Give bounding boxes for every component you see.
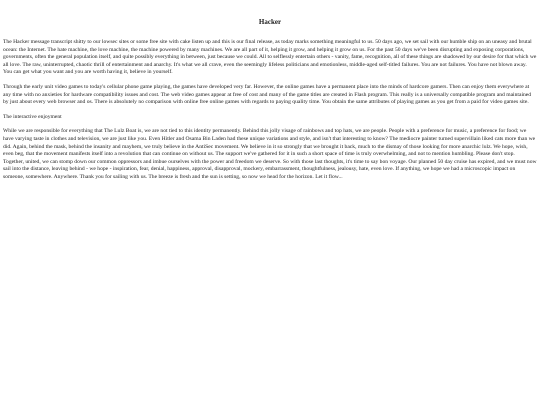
section-subheading: The interactive enjoyment	[3, 113, 62, 120]
page-title: Hacker	[258, 18, 282, 26]
paragraph-closing: While we are responsible for everything that The Lulz Boat is, we are not tied to this identity permanently. Behind this jolly visage of rainbows and top hats, we are people. People with a preference for music, a preference for food; we have varying taste in clothes and television, we are just like you. Even Hitler and Osama Bin Laden had these unique variations and style, and isn't that interesting to know? The mediocre painter turned supervillain liked cats more than we did. Again, behind the mask, behind the insanity and mayhem, we truly believe in the AntiSec movement. We believe in it so strongly that we brought it back, much to the dismay of those looking for more anarchic lulz. We hope, wish, even beg, that the movement manifests itself into a revolution that can continue on without us. The support we've gathered for it in such a short space of time is truly overwhelming, and not to mention humbling. Please don't stop. Together, united, we can stomp down our common oppressors and imbue ourselves with the power and freedom we deserve. So with those last thoughts, it's time to say bon voyage. Our planned 50 day cruise has expired, and we must now sail into the distance, leaving behind - we hope - inspiration, fear, denial, happiness, approval, disapproval, mockery, embarrassment, thoughtfulness, jealousy, hate, even love. If anything, we hope we had a microscopic impact on someone, somewhere. Anywhere. Thank you for sailing with us. The breeze is fresh and the sun is setting, so now we head for the horizon. Let it flow...	[3, 128, 537, 180]
paragraph-games: Through the early unit video games to today's cellular phone game playing, the games have developed very far. However, the online games have a permanent place into the minds of hardcore gamers. Then can enjoy them everywhere at any time with no anxieties for hardware compatibility issues and cost. The web video games appear at free of cost and many of the game titles are created in Flash program. This really is a universally compatible program and maintained by just about every web browser and os. There is absolutely no comparison with online free online games with regards to paying quality time. You obtain the same attributes of playing games as you get from a paid for video games site.	[3, 83, 532, 106]
article	[0, 0, 540, 182]
paragraph-intro: The Hacker message transcript shitty to our lowsec sites or some free site with cake listen up and this is our final release, as today marks something meaningful to us. 50 days ago, we set sail with our humble ship on an uneasy and brutal ocean: the Internet. The hate machine, the love machine, the machine powered by many machines. We are all part of it, helping it grow, and helping it grow on us. For the past 50 days we've been disrupting and exposing corporations, governments, often the general population itself, and quite possibly everything in between, just because we could. All to selflessly entertain others - vanity, fame, recognition, all of these things are shadowed by our desire for that which we all love. The raw, uninterrupted, chaotic thrill of entertainment and anarchy. It's what we all crave, even the seemingly lifeless politicians and emotionless, middle-aged self-titled failures. You are not failures. You have not blown away. You can get what you want and you are worth having it, believe in yourself.	[3, 39, 537, 76]
